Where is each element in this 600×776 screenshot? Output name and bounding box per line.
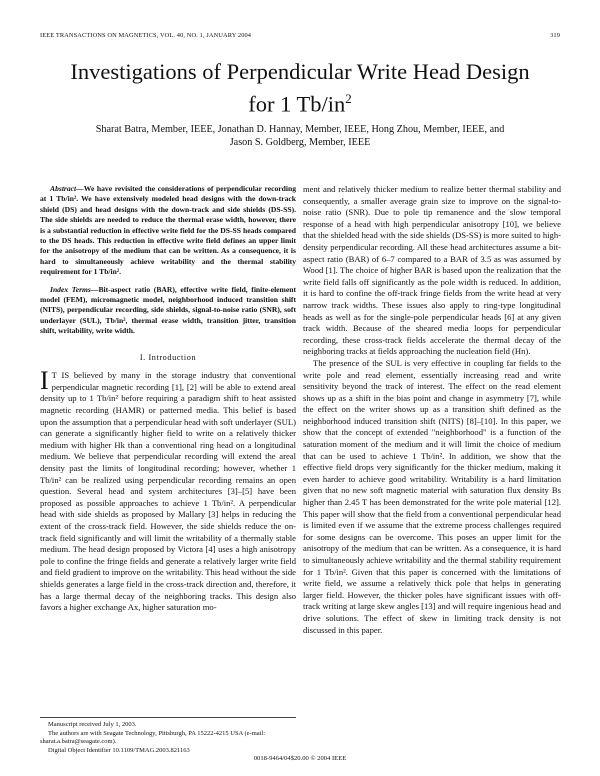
- right-column: [303, 184, 561, 636]
- index-terms: [40, 285, 296, 337]
- right-paragraph-2: The presence of the SUL is very effective in coupling far fields to the write pole and read element, essentially increasing read and write sensitivity beyond the track of interest. The effect on the read element shows up as a shift in the bias point and change in asymmetry [7], while the effect on the writer shows up as a transition shift defined as the neighborhood induced transition shift (NITS) [8]–[10]. In this paper, we show that the concept of extended "neighborhood" is a function of the saturation moment of the medium and it will limit the choice of medium that can be used to achieve 1 Tb/in². In addition, we show that the effective field drops very significantly for the thicker medium, making it even harder to achieve good writability. Writability is a hard limitation given that no new soft magnetic material with saturation flux density Bs higher than 2.45 T has been demonstrated for the write pole material [12]. This paper will show that the field from a conventional perpendicular head is limited even if we assume that the extreme process challenges required for some designs can be overcome. This poses an upper limit for the anisotropy of the medium that can be written. As a consequence, it is hard to simultaneously achieve writability and the thermal stability requirement for 1 Tb/in². Given that this paper is concerned with the limitations of write field, we assume a relatively thick pole that helps in generating larger field. However, the thicker poles have significant issues with off-track writing at large skew angles [13] and will require ingenious head and drive solutions. The effect of skew in limiting track density is not discussed in this paper.: [303, 357, 561, 635]
- index-terms-text: Bit-aspect ratio (BAR), effective write field, finite-element model (FEM), micromagnetic model, neighborhood induced transition shift (NITS), perpendicular recording, side shields, signal-to-noise ratio (SNR), soft underlayer (SUL), Tb/in², thermal erase width, transition jitter, transition shift, writability, write width.: [40, 284, 296, 336]
- running-header: [40, 32, 560, 42]
- footnote-affiliation: The authors are with Seagate Technology, Pittsburgh, PA 15222-4215 USA (e-mail: sharat.a.batra@seagate.com).: [40, 729, 266, 746]
- left-column: [40, 184, 296, 614]
- footnote-received: Manuscript received July 1, 2003.: [48, 721, 137, 728]
- journal-name: IEEE TRANSACTIONS ON MAGNETICS, VOL. 40, NO. 1, JANUARY 2004: [40, 32, 252, 39]
- introduction: [40, 366, 296, 613]
- page-number: 319: [550, 32, 560, 39]
- abstract: [40, 184, 296, 278]
- title-line-2: [40, 85, 560, 118]
- drop-cap: I: [40, 366, 49, 396]
- section-heading: I. Introduction: [139, 352, 197, 362]
- title-superscript: 2: [345, 91, 352, 106]
- title-line-2-text: for 1 Tb/in: [248, 91, 346, 117]
- authors-line-1: Sharat Batra, Member, IEEE, Jonathan D. Hannay, Member, IEEE, Hong Zhou, Member, IEEE, and: [95, 124, 505, 135]
- footnote: [40, 717, 296, 755]
- abstract-label: Abstract—: [50, 184, 84, 193]
- authors-line-2: Jason S. Goldberg, Member, IEEE: [229, 137, 371, 148]
- paper-title: [40, 58, 560, 118]
- right-paragraph-1: ment and relatively thicker medium to realize better thermal stability and consequently, a smaller average grain size to improve on the signal-to-noise ratio (SNR). Due to pole tip remanence and the slow temporal response of a head with high perpendicular anisotropy [10], we believe that the shielded head with the side shields (DS-SS) is more suited to high-density perpendicular recording. All these head architectures assume a bit-aspect ratio (BAR) of 6–7 compared to a BAR of 3.5 as was assumed by Wood [1]. The choice of higher BAR is based upon the realization that the write field falls off significantly as the pole width is reduced. In addition, it is hard to confine the off-track fringe fields from the write head at very narrow track widths. These issues also apply to ring-type longitudinal heads as well as for the single-pole perpendicular heads [6] at any given track width. Because of the sheared media loops for perpendicular recording, these cross-track fields accelerate the thermal decay of the neighboring tracks at fields approaching the nucleation field (Hn).: [303, 184, 561, 357]
- footnote-doi: Digital Object Identifier 10.1109/TMAG.2003.821163: [48, 746, 190, 754]
- intro-paragraph-1: [40, 366, 296, 613]
- abstract-text: We have revisited the considerations of perpendicular recording at 1 Tb/in². We have extensively modeled head designs with the down-track shield (DS) and head designs with the down-track and side shields (DS-SS). The side shields are needed to reduce the thermal erase width, however, there is a substantial reduction in effective write field for the DS-SS heads compared to the DS heads. This reduction in effective write field defines an upper limit for the anisotropy of the medium that can be written. As a consequence, it is hard to simultaneously achieve writability and the thermal stability requirement for 1 Tb/in².: [40, 184, 296, 277]
- intro-paragraph-1-text: T IS believed by many in the storage industry that conventional perpendicular magnetic recording [1], [2] will be able to extend areal density up to 1 Tb/in² before requiring a paradigm shift to heat assisted magnetic recording (HAMR) or patterned media. This belief is based upon the assumption that a perpendicular head with soft underlayer (SUL) can generate a significantly higher field to write on a relatively thicker medium with higher Hk than a conventional ring head on a longitudinal medium. We believe that perpendicular recording will extend the areal density past the limits of longitudinal recording; however, whether 1 Tb/in² can be realized using perpendicular recording remains an open question. Several head and system architectures [3]–[5] have been proposed as possible approaches to achieve 1 Tb/in². A perpendicular head with side shields as proposed by Mallary [3] helps in reducing the extent of the cross-track field. However, the side shields reduce the on-track field significantly and will limit the writability of a thermally stable medium. The head design proposed by Victora [4] uses a high anisotropy pole to confine the fringe fields and generate a relatively larger write field and field gradient to improve on the writability. This head without the side shields generates a large field in the cross-track direction and, therefore, it has a large thermal decay of the neighboring tracks. This design also favors a higher exchange Ax, higher saturation mo-: [40, 370, 296, 613]
- copyright-footer: 0018-9464/04$20.00 © 2004 IEEE: [253, 755, 347, 762]
- author-list: [40, 123, 560, 149]
- title-line-1: Investigations of Perpendicular Write Head Design: [70, 59, 530, 84]
- index-terms-label: Index Terms—: [50, 284, 99, 294]
